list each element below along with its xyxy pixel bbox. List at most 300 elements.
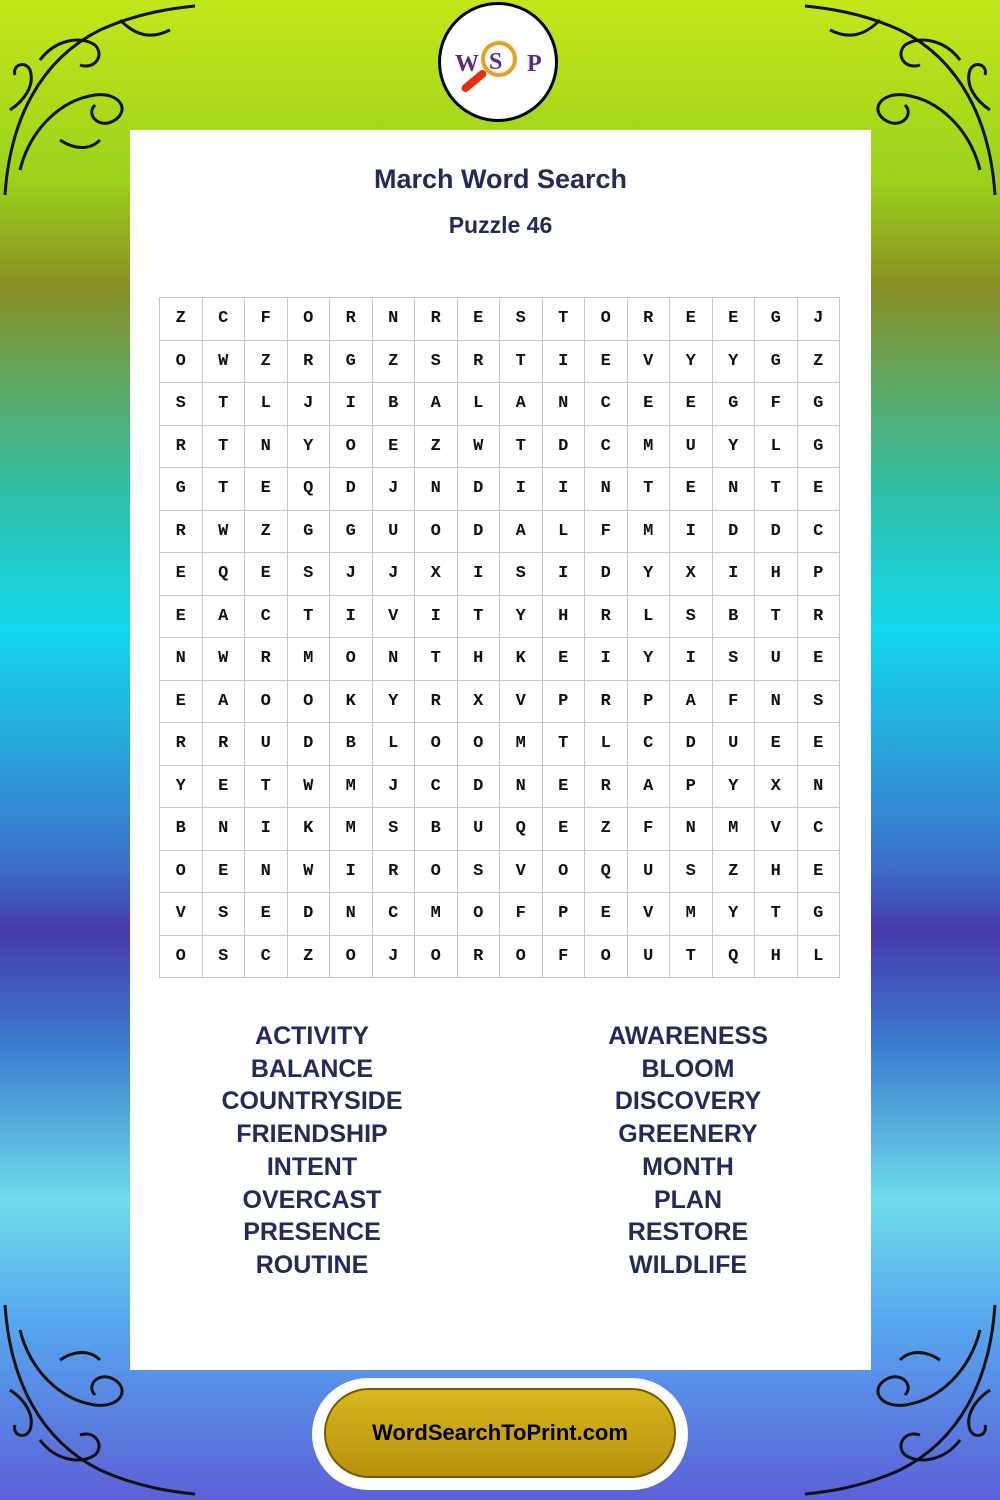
grid-cell[interactable]: I bbox=[670, 638, 713, 681]
grid-cell[interactable]: P bbox=[797, 553, 840, 596]
grid-cell[interactable]: B bbox=[372, 383, 415, 426]
grid-row bbox=[160, 638, 840, 681]
word-list-item: BALANCE bbox=[250, 1054, 374, 1083]
grid-cell[interactable]: V bbox=[500, 850, 543, 893]
grid-cell[interactable]: S bbox=[202, 893, 245, 936]
grid-cell[interactable]: C bbox=[585, 425, 628, 468]
grid-cell[interactable]: X bbox=[755, 765, 798, 808]
grid-cell[interactable]: E bbox=[160, 595, 203, 638]
grid-cell[interactable]: Z bbox=[245, 510, 288, 553]
grid-cell[interactable]: L bbox=[585, 723, 628, 766]
grid-cell[interactable]: Q bbox=[585, 850, 628, 893]
grid-cell[interactable]: M bbox=[287, 638, 330, 681]
grid-row bbox=[160, 510, 840, 553]
grid-cell[interactable]: M bbox=[627, 425, 670, 468]
grid-cell[interactable]: N bbox=[372, 298, 415, 341]
grid-cell[interactable]: N bbox=[500, 765, 543, 808]
grid-cell[interactable]: W bbox=[202, 340, 245, 383]
grid-row bbox=[160, 298, 840, 341]
grid-cell[interactable]: W bbox=[287, 765, 330, 808]
grid-cell[interactable]: R bbox=[287, 340, 330, 383]
grid-cell[interactable]: V bbox=[755, 808, 798, 851]
grid-cell[interactable]: V bbox=[500, 680, 543, 723]
grid-cell[interactable]: T bbox=[202, 383, 245, 426]
grid-cell[interactable]: E bbox=[160, 553, 203, 596]
grid-cell[interactable]: V bbox=[627, 340, 670, 383]
grid-cell[interactable]: Y bbox=[372, 680, 415, 723]
grid-cell[interactable]: E bbox=[542, 638, 585, 681]
word-list-item: ACTIVITY bbox=[255, 1022, 369, 1050]
grid-cell[interactable]: E bbox=[245, 468, 288, 511]
grid-cell[interactable]: J bbox=[287, 383, 330, 426]
grid-cell[interactable]: E bbox=[712, 298, 755, 341]
grid-cell[interactable]: G bbox=[797, 425, 840, 468]
grid-cell[interactable]: V bbox=[627, 893, 670, 936]
grid-cell[interactable]: N bbox=[415, 468, 458, 511]
grid-cell[interactable]: O bbox=[160, 340, 203, 383]
grid-cell[interactable]: D bbox=[287, 893, 330, 936]
word-list-item: RESTORE bbox=[627, 1218, 749, 1247]
grid-cell[interactable]: C bbox=[415, 765, 458, 808]
grid-cell[interactable]: U bbox=[712, 723, 755, 766]
grid-cell[interactable]: J bbox=[372, 468, 415, 511]
grid-cell[interactable]: T bbox=[627, 468, 670, 511]
logo-letter-p: P bbox=[527, 51, 542, 77]
grid-cell[interactable]: M bbox=[330, 765, 373, 808]
grid-cell[interactable]: D bbox=[585, 553, 628, 596]
grid-cell[interactable]: M bbox=[415, 893, 458, 936]
grid-cell[interactable]: I bbox=[542, 468, 585, 511]
grid-cell[interactable]: N bbox=[670, 808, 713, 851]
grid-cell[interactable]: M bbox=[670, 893, 713, 936]
grid-cell[interactable]: J bbox=[797, 298, 840, 341]
grid-cell[interactable]: U bbox=[755, 638, 798, 681]
grid-cell[interactable]: T bbox=[755, 595, 798, 638]
grid-cell[interactable]: I bbox=[712, 553, 755, 596]
grid-cell[interactable]: P bbox=[542, 680, 585, 723]
grid-cell[interactable]: G bbox=[755, 340, 798, 383]
grid-cell[interactable]: C bbox=[797, 510, 840, 553]
word-list-left bbox=[162, 1020, 462, 1282]
grid-cell[interactable]: P bbox=[670, 765, 713, 808]
grid-cell[interactable]: Y bbox=[160, 765, 203, 808]
grid-cell[interactable]: O bbox=[330, 425, 373, 468]
grid-cell[interactable]: Z bbox=[797, 340, 840, 383]
grid-cell[interactable]: R bbox=[245, 638, 288, 681]
grid-cell[interactable]: T bbox=[670, 935, 713, 978]
grid-cell[interactable]: O bbox=[160, 850, 203, 893]
grid-row bbox=[160, 723, 840, 766]
grid-row bbox=[160, 383, 840, 426]
grid-cell[interactable]: X bbox=[457, 680, 500, 723]
grid-cell[interactable]: U bbox=[627, 935, 670, 978]
grid-cell[interactable]: Y bbox=[500, 595, 543, 638]
grid-cell[interactable]: G bbox=[755, 298, 798, 341]
grid-cell[interactable]: R bbox=[627, 298, 670, 341]
word-list-item: AWARENESS bbox=[608, 1022, 768, 1050]
word-list-item: DISCOVERY bbox=[614, 1087, 762, 1116]
word-list-item: MONTH bbox=[642, 1152, 734, 1181]
grid-cell[interactable]: T bbox=[202, 425, 245, 468]
grid-cell[interactable]: H bbox=[755, 935, 798, 978]
grid-cell[interactable]: E bbox=[202, 765, 245, 808]
grid-cell[interactable]: O bbox=[457, 893, 500, 936]
grid-cell[interactable]: Y bbox=[627, 638, 670, 681]
grid-cell[interactable]: W bbox=[457, 425, 500, 468]
grid-cell[interactable]: I bbox=[245, 808, 288, 851]
grid-cell[interactable]: E bbox=[797, 723, 840, 766]
grid-cell[interactable]: Y bbox=[670, 340, 713, 383]
grid-cell[interactable]: D bbox=[457, 510, 500, 553]
grid-cell[interactable]: J bbox=[372, 765, 415, 808]
grid-cell[interactable]: K bbox=[500, 638, 543, 681]
grid-cell[interactable]: O bbox=[287, 298, 330, 341]
grid-cell[interactable]: W bbox=[202, 638, 245, 681]
grid-cell[interactable]: O bbox=[160, 935, 203, 978]
grid-cell[interactable]: X bbox=[415, 553, 458, 596]
grid-cell[interactable]: Y bbox=[712, 425, 755, 468]
grid-cell[interactable]: U bbox=[627, 850, 670, 893]
grid-cell[interactable]: L bbox=[245, 383, 288, 426]
word-list-item: INTENT bbox=[266, 1152, 358, 1181]
grid-cell[interactable]: Y bbox=[287, 425, 330, 468]
grid-cell[interactable]: T bbox=[287, 595, 330, 638]
grid-cell[interactable]: G bbox=[330, 340, 373, 383]
grid-cell[interactable]: W bbox=[202, 510, 245, 553]
grid-cell[interactable]: G bbox=[797, 893, 840, 936]
grid-cell[interactable]: S bbox=[202, 935, 245, 978]
word-list-item: COUNTRYSIDE bbox=[221, 1087, 403, 1116]
grid-cell[interactable]: S bbox=[287, 553, 330, 596]
grid-cell[interactable]: P bbox=[627, 680, 670, 723]
grid-cell[interactable]: C bbox=[585, 383, 628, 426]
grid-cell[interactable]: T bbox=[202, 468, 245, 511]
grid-cell[interactable]: R bbox=[585, 765, 628, 808]
grid-cell[interactable]: I bbox=[415, 595, 458, 638]
grid-cell[interactable]: G bbox=[287, 510, 330, 553]
grid-cell[interactable]: J bbox=[372, 935, 415, 978]
grid-cell[interactable]: E bbox=[627, 383, 670, 426]
grid-cell[interactable]: A bbox=[627, 765, 670, 808]
grid-cell[interactable]: E bbox=[245, 553, 288, 596]
grid-cell[interactable]: L bbox=[797, 935, 840, 978]
grid-cell[interactable]: O bbox=[245, 680, 288, 723]
grid-cell[interactable]: N bbox=[755, 680, 798, 723]
grid-cell[interactable]: E bbox=[797, 468, 840, 511]
grid-cell[interactable]: G bbox=[712, 383, 755, 426]
grid-cell[interactable]: I bbox=[670, 510, 713, 553]
grid-cell[interactable]: C bbox=[202, 298, 245, 341]
grid-cell[interactable]: L bbox=[457, 383, 500, 426]
page-title: March Word Search bbox=[373, 164, 628, 194]
grid-cell[interactable]: I bbox=[542, 553, 585, 596]
grid-cell[interactable]: Q bbox=[500, 808, 543, 851]
grid-cell[interactable]: E bbox=[755, 723, 798, 766]
grid-cell[interactable]: O bbox=[542, 850, 585, 893]
grid-cell[interactable]: H bbox=[542, 595, 585, 638]
grid-cell[interactable]: B bbox=[330, 723, 373, 766]
grid-cell[interactable]: L bbox=[627, 595, 670, 638]
footer-link-text: WordSearchToPrint.com bbox=[372, 1420, 628, 1445]
grid-cell[interactable]: C bbox=[245, 595, 288, 638]
grid-cell[interactable]: U bbox=[670, 425, 713, 468]
grid-row bbox=[160, 808, 840, 851]
grid-row bbox=[160, 340, 840, 383]
grid-cell[interactable]: F bbox=[712, 680, 755, 723]
logo-letter-w: W bbox=[455, 51, 479, 77]
grid-cell[interactable]: O bbox=[330, 935, 373, 978]
grid-cell[interactable]: O bbox=[287, 680, 330, 723]
grid-cell[interactable]: Z bbox=[160, 298, 203, 341]
word-list-item: ROUTINE bbox=[255, 1250, 369, 1279]
grid-cell[interactable]: F bbox=[500, 893, 543, 936]
grid-cell[interactable]: S bbox=[797, 680, 840, 723]
grid-cell[interactable]: S bbox=[415, 340, 458, 383]
grid-cell[interactable]: Z bbox=[245, 340, 288, 383]
grid-cell[interactable]: O bbox=[585, 935, 628, 978]
letter-grid bbox=[159, 297, 840, 978]
grid-cell[interactable]: A bbox=[202, 680, 245, 723]
grid-cell[interactable]: A bbox=[500, 510, 543, 553]
grid-cell[interactable]: H bbox=[755, 553, 798, 596]
grid-cell[interactable]: S bbox=[670, 595, 713, 638]
grid-cell[interactable]: Q bbox=[202, 553, 245, 596]
grid-cell[interactable]: F bbox=[755, 383, 798, 426]
grid-cell[interactable]: E bbox=[457, 298, 500, 341]
word-list-item: GREENERY bbox=[618, 1120, 758, 1149]
grid-cell[interactable]: A bbox=[500, 383, 543, 426]
grid-cell[interactable]: N bbox=[330, 893, 373, 936]
grid-cell[interactable]: R bbox=[202, 723, 245, 766]
grid-cell[interactable]: L bbox=[372, 723, 415, 766]
grid-cell[interactable]: T bbox=[542, 298, 585, 341]
grid-cell[interactable]: C bbox=[627, 723, 670, 766]
grid-cell[interactable]: S bbox=[670, 850, 713, 893]
grid-cell[interactable]: Y bbox=[627, 553, 670, 596]
grid-cell[interactable]: S bbox=[372, 808, 415, 851]
grid-cell[interactable]: D bbox=[457, 468, 500, 511]
grid-cell[interactable]: Q bbox=[712, 935, 755, 978]
grid-cell[interactable]: J bbox=[330, 553, 373, 596]
grid-cell[interactable]: E bbox=[542, 765, 585, 808]
grid-cell[interactable]: O bbox=[415, 850, 458, 893]
grid-cell[interactable]: Z bbox=[415, 425, 458, 468]
grid-cell[interactable]: X bbox=[670, 553, 713, 596]
grid-cell[interactable]: M bbox=[500, 723, 543, 766]
grid-cell[interactable]: W bbox=[287, 850, 330, 893]
grid-cell[interactable]: B bbox=[712, 595, 755, 638]
footer-link-button[interactable] bbox=[324, 1388, 676, 1478]
word-list-right bbox=[538, 1020, 838, 1282]
grid-cell[interactable]: Y bbox=[712, 340, 755, 383]
grid-cell[interactable]: E bbox=[797, 850, 840, 893]
grid-cell[interactable]: G bbox=[330, 510, 373, 553]
grid-cell[interactable]: T bbox=[755, 468, 798, 511]
grid-cell[interactable]: Z bbox=[372, 340, 415, 383]
grid-cell[interactable]: T bbox=[457, 595, 500, 638]
grid-cell[interactable]: I bbox=[585, 638, 628, 681]
grid-cell[interactable]: H bbox=[457, 638, 500, 681]
grid-cell[interactable]: R bbox=[457, 935, 500, 978]
grid-cell[interactable]: T bbox=[542, 723, 585, 766]
grid-cell[interactable]: A bbox=[670, 680, 713, 723]
grid-cell[interactable]: G bbox=[797, 383, 840, 426]
grid-cell[interactable]: O bbox=[585, 298, 628, 341]
grid-cell[interactable]: R bbox=[585, 680, 628, 723]
grid-cell[interactable]: E bbox=[372, 425, 415, 468]
grid-cell[interactable]: C bbox=[372, 893, 415, 936]
grid-cell[interactable]: N bbox=[245, 850, 288, 893]
grid-cell[interactable]: N bbox=[245, 425, 288, 468]
grid-cell[interactable]: O bbox=[500, 935, 543, 978]
grid-cell[interactable]: G bbox=[160, 468, 203, 511]
grid-cell[interactable]: Z bbox=[287, 935, 330, 978]
grid-cell[interactable]: E bbox=[670, 383, 713, 426]
puzzle-number: Puzzle 46 bbox=[448, 212, 553, 238]
grid-row bbox=[160, 468, 840, 511]
grid-cell[interactable]: R bbox=[160, 510, 203, 553]
grid-cell[interactable]: N bbox=[712, 468, 755, 511]
grid-cell[interactable]: B bbox=[415, 808, 458, 851]
grid-cell[interactable]: P bbox=[542, 893, 585, 936]
grid-cell[interactable]: Z bbox=[585, 808, 628, 851]
grid-cell[interactable]: E bbox=[160, 680, 203, 723]
grid-cell[interactable]: D bbox=[712, 510, 755, 553]
grid-cell[interactable]: N bbox=[372, 638, 415, 681]
grid-row bbox=[160, 595, 840, 638]
grid-cell[interactable]: L bbox=[755, 425, 798, 468]
grid-cell[interactable]: T bbox=[755, 893, 798, 936]
grid-cell[interactable]: R bbox=[457, 340, 500, 383]
grid-cell[interactable]: M bbox=[712, 808, 755, 851]
grid-cell[interactable]: I bbox=[330, 850, 373, 893]
grid-cell[interactable]: O bbox=[415, 510, 458, 553]
grid-cell[interactable]: O bbox=[330, 638, 373, 681]
grid-cell[interactable]: S bbox=[712, 638, 755, 681]
puzzle-sheet bbox=[130, 130, 871, 1370]
grid-cell[interactable]: I bbox=[542, 340, 585, 383]
grid-cell[interactable]: C bbox=[797, 808, 840, 851]
grid-row bbox=[160, 680, 840, 723]
grid-cell[interactable]: H bbox=[755, 850, 798, 893]
grid-row bbox=[160, 425, 840, 468]
grid-cell[interactable]: R bbox=[797, 595, 840, 638]
grid-cell[interactable]: S bbox=[500, 298, 543, 341]
grid-cell[interactable]: S bbox=[500, 553, 543, 596]
word-list-item: PRESENCE bbox=[243, 1218, 381, 1247]
grid-row bbox=[160, 935, 840, 978]
grid-cell[interactable]: F bbox=[627, 808, 670, 851]
grid-cell[interactable]: Q bbox=[287, 468, 330, 511]
grid-cell[interactable]: U bbox=[245, 723, 288, 766]
grid-cell[interactable]: S bbox=[160, 383, 203, 426]
grid-cell[interactable]: O bbox=[415, 723, 458, 766]
grid-cell[interactable]: E bbox=[670, 298, 713, 341]
grid-cell[interactable]: N bbox=[797, 765, 840, 808]
grid-cell[interactable]: N bbox=[585, 468, 628, 511]
grid-row bbox=[160, 765, 840, 808]
site-logo[interactable] bbox=[438, 2, 558, 122]
grid-cell[interactable]: R bbox=[160, 425, 203, 468]
grid-cell[interactable]: Y bbox=[712, 765, 755, 808]
grid-cell[interactable]: M bbox=[330, 808, 373, 851]
grid-cell[interactable]: D bbox=[457, 765, 500, 808]
grid-cell[interactable]: T bbox=[500, 340, 543, 383]
grid-cell[interactable]: Y bbox=[712, 893, 755, 936]
grid-cell[interactable]: O bbox=[415, 935, 458, 978]
word-list-item: OVERCAST bbox=[242, 1185, 382, 1214]
grid-cell[interactable]: D bbox=[287, 723, 330, 766]
grid-cell[interactable]: F bbox=[542, 935, 585, 978]
grid-cell[interactable]: E bbox=[585, 340, 628, 383]
grid-cell[interactable]: J bbox=[372, 553, 415, 596]
footer-badge bbox=[312, 1378, 688, 1490]
grid-cell[interactable]: E bbox=[202, 850, 245, 893]
grid-cell[interactable]: O bbox=[457, 723, 500, 766]
grid-cell[interactable]: R bbox=[160, 723, 203, 766]
grid-row bbox=[160, 850, 840, 893]
grid-cell[interactable]: E bbox=[585, 893, 628, 936]
grid-cell[interactable]: U bbox=[457, 808, 500, 851]
grid-cell[interactable]: L bbox=[542, 510, 585, 553]
grid-cell[interactable]: I bbox=[330, 595, 373, 638]
grid-cell[interactable]: Z bbox=[712, 850, 755, 893]
grid-cell[interactable]: N bbox=[202, 808, 245, 851]
word-list-item: PLAN bbox=[653, 1185, 723, 1214]
grid-cell[interactable]: B bbox=[160, 808, 203, 851]
grid-cell[interactable]: D bbox=[330, 468, 373, 511]
grid-cell[interactable]: R bbox=[415, 298, 458, 341]
grid-cell[interactable]: T bbox=[415, 638, 458, 681]
grid-cell[interactable]: V bbox=[372, 595, 415, 638]
grid-cell[interactable]: R bbox=[585, 595, 628, 638]
grid-cell[interactable]: N bbox=[542, 383, 585, 426]
grid-cell[interactable]: C bbox=[245, 935, 288, 978]
grid-cell[interactable]: U bbox=[372, 510, 415, 553]
grid-cell[interactable]: D bbox=[542, 425, 585, 468]
logo-letter-s: S bbox=[489, 49, 503, 75]
grid-row bbox=[160, 893, 840, 936]
grid-cell[interactable]: I bbox=[330, 383, 373, 426]
grid-cell[interactable]: S bbox=[457, 850, 500, 893]
word-list-item: BLOOM bbox=[641, 1054, 735, 1083]
grid-cell[interactable]: R bbox=[330, 298, 373, 341]
grid-cell[interactable]: D bbox=[670, 723, 713, 766]
grid-cell[interactable]: R bbox=[415, 680, 458, 723]
grid-cell[interactable]: K bbox=[330, 680, 373, 723]
grid-cell[interactable]: F bbox=[245, 298, 288, 341]
grid-cell[interactable]: I bbox=[500, 468, 543, 511]
grid-cell[interactable]: E bbox=[670, 468, 713, 511]
grid-cell[interactable]: V bbox=[160, 893, 203, 936]
grid-cell[interactable]: F bbox=[585, 510, 628, 553]
grid-cell[interactable]: K bbox=[287, 808, 330, 851]
grid-cell[interactable]: E bbox=[542, 808, 585, 851]
grid-cell[interactable]: E bbox=[797, 638, 840, 681]
grid-cell[interactable]: D bbox=[755, 510, 798, 553]
word-list-item: FRIENDSHIP bbox=[236, 1120, 388, 1149]
grid-cell[interactable]: T bbox=[245, 765, 288, 808]
grid-cell[interactable]: I bbox=[457, 553, 500, 596]
grid-row bbox=[160, 553, 840, 596]
grid-cell[interactable]: A bbox=[415, 383, 458, 426]
grid-cell[interactable]: E bbox=[245, 893, 288, 936]
grid-cell[interactable]: R bbox=[372, 850, 415, 893]
grid-cell[interactable]: T bbox=[500, 425, 543, 468]
grid-cell[interactable]: M bbox=[627, 510, 670, 553]
grid-cell[interactable]: A bbox=[202, 595, 245, 638]
grid-cell[interactable]: N bbox=[160, 638, 203, 681]
